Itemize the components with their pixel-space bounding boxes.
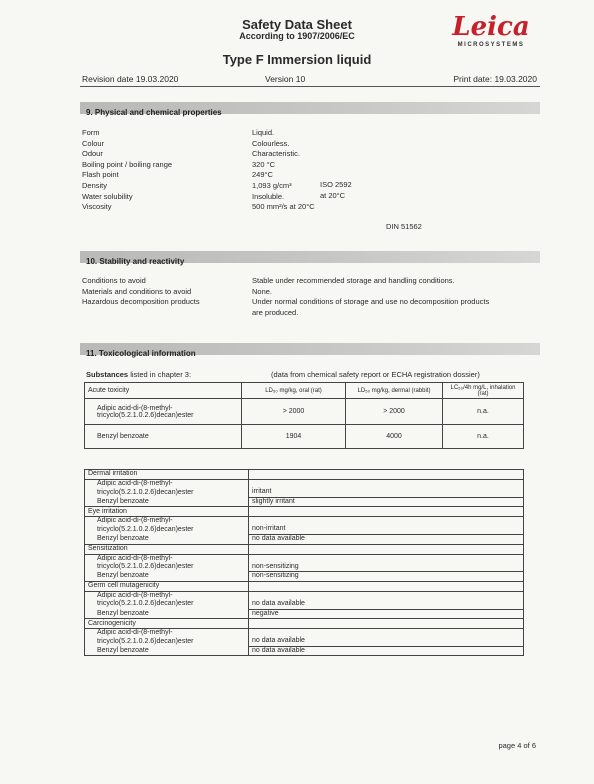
section-9-header [80,102,540,117]
category-row [85,581,524,591]
substance-b-row [85,646,524,656]
table-header-row [85,383,524,399]
section-9-title: 9. Physical and chemical properties [86,108,222,117]
flash-point-method: ISO 2592 [320,180,352,189]
property-label: Density [82,180,108,190]
stability-value: Under normal conditions of storage and use no decomposition products [252,297,490,307]
document-title: Safety Data Sheet [242,17,352,32]
substance-b-result: slightly irritant [249,497,524,507]
property-value: Insoluble. [252,191,285,201]
header-rule [80,86,540,87]
leica-logo [446,12,536,60]
dermal-value: > 2000 [346,399,443,425]
substance-a-line1: Adipic acid-di-(8-methyl- [97,591,173,599]
property-value: Colourless. [252,138,290,148]
table-row [85,425,524,449]
substance-b-cell: Benzyl benzoate [85,609,249,619]
substance-a-row [85,480,524,498]
empty-cell [249,619,524,629]
empty-cell [249,581,524,591]
substance-a-result: non-irritant [249,517,524,535]
substance-a-line1: Adipic acid-di-(8-methyl- [97,480,173,487]
property-label: Boiling point / boiling range [82,159,173,169]
inhalation-value: n.a. [443,399,524,425]
substance-a-line2: tricyclo(5.2.1.0.2.6)decan)ester [97,637,194,645]
category-row [85,619,524,629]
property-label: Colour [82,138,105,148]
property-value: 500 mm²/s at 20°C [252,202,315,212]
section-11-header [80,343,540,358]
effects-table [84,469,524,656]
substance-a-line2: tricyclo(5.2.1.0.2.6)decan)ester [97,488,194,496]
viscosity-method: DIN 51562 [386,222,422,231]
substances-caption [86,370,191,379]
substance-cell: Adipic acid-di-(8-methyl-tricyclo(5.2.1.0.2.6)decan)ester [85,399,242,425]
property-label: Flash point [82,170,119,180]
property-label: Form [82,128,100,137]
stability-value: Stable under recommended storage and handling conditions. [252,276,455,285]
data-source-note: (data from chemical safety report or ECHA registration dossier) [271,370,480,379]
substance-a-cell [85,480,249,498]
substance-b-row [85,572,524,582]
substance-a-line2: tricyclo(5.2.1.0.2.6)decan)ester [97,600,194,608]
effect-category: Germ cell mutagenicity [85,581,249,591]
stability-value: None. [252,286,273,296]
logo-subtitle: MICROSYSTEMS [457,42,525,48]
substances-rest: listed in chapter 3: [128,370,192,379]
property-label: Water solubility [82,191,133,201]
acute-toxicity-table [84,382,524,449]
oral-value: > 2000 [242,399,346,425]
acute-toxicity-header: Acute toxicity [85,383,242,399]
section-9-labels [82,128,252,213]
substance-a-line1: Adipic acid-di-(8-methyl- [97,629,173,637]
substance-b-result: non-sensitizing [249,572,524,582]
section-10-title: 10. Stability and reactivity [86,257,185,266]
stability-label: Materials and conditions to avoid [82,286,192,296]
document-subtitle: According to 1907/2006/EC [239,31,355,41]
substance-b-cell: Benzyl benzoate [85,646,249,656]
substance-b-cell: Benzyl benzoate [85,497,249,507]
substance-b-cell: Benzyl benzoate [85,572,249,582]
substance-a-result: non-sensitizing [249,554,524,572]
substance-a-row [85,517,524,535]
version-label: Version 10 [265,74,306,84]
substance-b-row [85,534,524,544]
substance-cell: Benzyl benzoate [85,425,242,449]
empty-cell [249,544,524,554]
effect-category: Eye irritation [85,507,249,517]
substance-a-line1: Adipic acid-di-(8-methyl- [97,517,173,525]
product-name: Type F Immersion liquid [222,52,372,67]
inhalation-header: LC₅₀/4h mg/L, inhalation (rat) [443,383,524,399]
category-row [85,544,524,554]
property-label: Viscosity [82,202,112,212]
substance-a-result: irritant [249,480,524,498]
property-value: Characteristic. [252,149,300,159]
substance-a-row [85,629,524,647]
substance-a-result: no data available [249,591,524,609]
substance-a-row [85,554,524,572]
substance-a-line2: tricyclo(5.2.1.0.2.6)decan)ester [97,563,194,571]
empty-cell [249,470,524,480]
substance-b-result: negative [249,609,524,619]
substance-a-cell [85,591,249,609]
print-date: Print date: 19.03.2020 [453,74,537,84]
page-number: page 4 of 6 [498,741,536,750]
effects-table-body [85,470,524,656]
dermal-value: 4000 [346,425,443,449]
substance-a-row [85,591,524,609]
substances-bold: Substances [86,370,129,379]
category-row [85,507,524,517]
substance-a-cell [85,629,249,647]
substance-a-cell [85,554,249,572]
stability-value: are produced. [252,307,299,317]
property-value: Liquid. [252,128,275,137]
substance-a-cell [85,517,249,535]
substance-b-result: no data available [249,534,524,544]
oral-header: LD₅₀ mg/kg, oral (rat) [242,383,346,399]
substance-a-line1: Adipic acid-di-(8-methyl- [97,554,173,562]
logo-wordmark: Leica [452,12,530,42]
substance-b-cell: Benzyl benzoate [85,534,249,544]
section-10-values [252,276,542,318]
revision-date: Revision date 19.03.2020 [82,74,179,84]
stability-label: Conditions to avoid [82,276,146,285]
property-value: 249°C [252,170,273,180]
empty-cell [249,507,524,517]
effect-category: Sensitization [85,544,249,554]
substance-a-line2: tricyclo(5.2.1.0.2.6)decan)ester [97,525,194,533]
substance-b-row [85,497,524,507]
inhalation-value: n.a. [443,425,524,449]
section-10-labels [82,276,252,308]
section-10-header [80,251,540,266]
effect-category: Carcinogenicity [85,619,249,629]
stability-label: Hazardous decomposition products [82,297,200,307]
effect-category: Dermal irritation [85,470,249,480]
section-11-title: 11. Toxicological information [86,349,196,358]
substance-b-row [85,609,524,619]
property-value: 320 °C [252,159,276,169]
property-value: 1,093 g/cm³ [252,180,292,190]
substance-a-result: no data available [249,629,524,647]
table-row [85,399,524,425]
category-row [85,470,524,480]
oral-value: 1904 [242,425,346,449]
density-condition: at 20°C [320,191,346,200]
dermal-header: LD₅₀ mg/kg, dermal (rabbit) [346,383,443,399]
substance-b-result: no data available [249,646,524,656]
property-label: Odour [82,149,103,159]
